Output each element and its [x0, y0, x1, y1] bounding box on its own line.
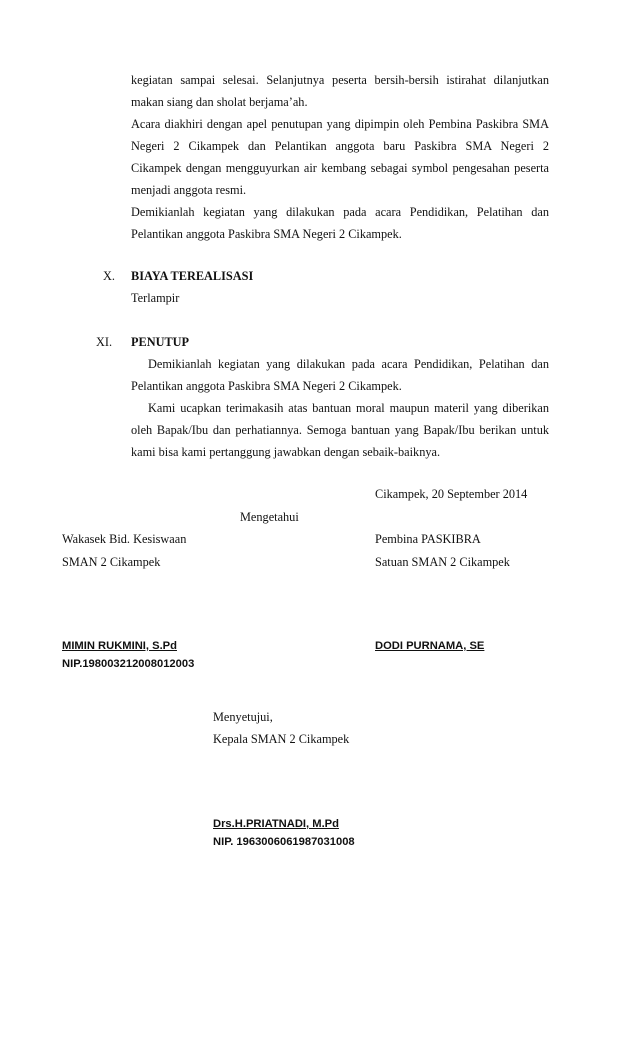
body-line: Demikianlah kegiatan yang dilakukan pada acara Pendidikan, Pelatihan dan [131, 205, 549, 219]
section-x-number: X. [103, 269, 115, 283]
approval-name: Drs.H.PRIATNADI, M.Pd [213, 818, 339, 830]
left-signatory-name: MIMIN RUKMINI, S.Pd [62, 640, 177, 652]
body-line: makan siang dan sholat berjama’ah. [131, 95, 308, 109]
left-signatory-institution: SMAN 2 Cikampek [62, 555, 161, 569]
mengetahui-label: Mengetahui [240, 510, 299, 524]
section-xi-number: XI. [96, 335, 113, 349]
body-line: kegiatan sampai selesai. Selanjutnya peserta bersih-bersih istirahat dilanjutkan [131, 73, 549, 87]
left-signatory-nip: NIP.198003212008012003 [62, 658, 195, 670]
approval-nip: NIP. 1963006061987031008 [213, 836, 355, 848]
body-line: Pelantikan anggota Paskibra SMA Negeri 2 Cikampek. [131, 227, 402, 241]
closing-line: Demikianlah kegiatan yang dilakukan pada acara Pendidikan, Pelatihan dan [148, 357, 549, 371]
right-signatory-institution: Satuan SMAN 2 Cikampek [375, 555, 510, 569]
right-signatory-name: DODI PURNAMA, SE [375, 640, 485, 652]
body-line: Negeri 2 Cikampek dan Pelantikan anggota baru Paskibra SMA Negeri 2 [131, 139, 549, 153]
approval-label: Menyetujui, [213, 710, 273, 724]
body-line: menjadi anggota resmi. [131, 183, 247, 197]
section-x-title: BIAYA TEREALISASI [131, 269, 254, 283]
closing-line: Kami ucapkan terimakasih atas bantuan moral maupun materil yang diberikan [148, 401, 549, 415]
left-signatory-position: Wakasek Bid. Kesiswaan [62, 532, 187, 546]
section-xi-title: PENUTUP [131, 335, 190, 349]
section-x-text: Terlampir [131, 291, 180, 305]
body-line: Acara diakhiri dengan apel penutupan yang dipimpin oleh Pembina Paskibra SMA [131, 117, 549, 131]
right-signatory-position: Pembina PASKIBRA [375, 532, 481, 546]
closing-line: oleh Bapak/Ibu dan perhatiannya. Semoga bantuan yang Bapak/Ibu berikan untuk [131, 423, 549, 437]
body-line: Cikampek dengan mengguyurkan air kembang sebagai symbol pengesahan peserta [131, 161, 549, 175]
closing-line: Pelantikan anggota Paskibra SMA Negeri 2 Cikampek. [131, 379, 402, 393]
approval-position: Kepala SMAN 2 Cikampek [213, 732, 350, 746]
place-date: Cikampek, 20 September 2014 [375, 487, 528, 501]
closing-line: kami bisa kami pertanggung jawabkan dengan sebaik-baiknya. [131, 445, 441, 459]
